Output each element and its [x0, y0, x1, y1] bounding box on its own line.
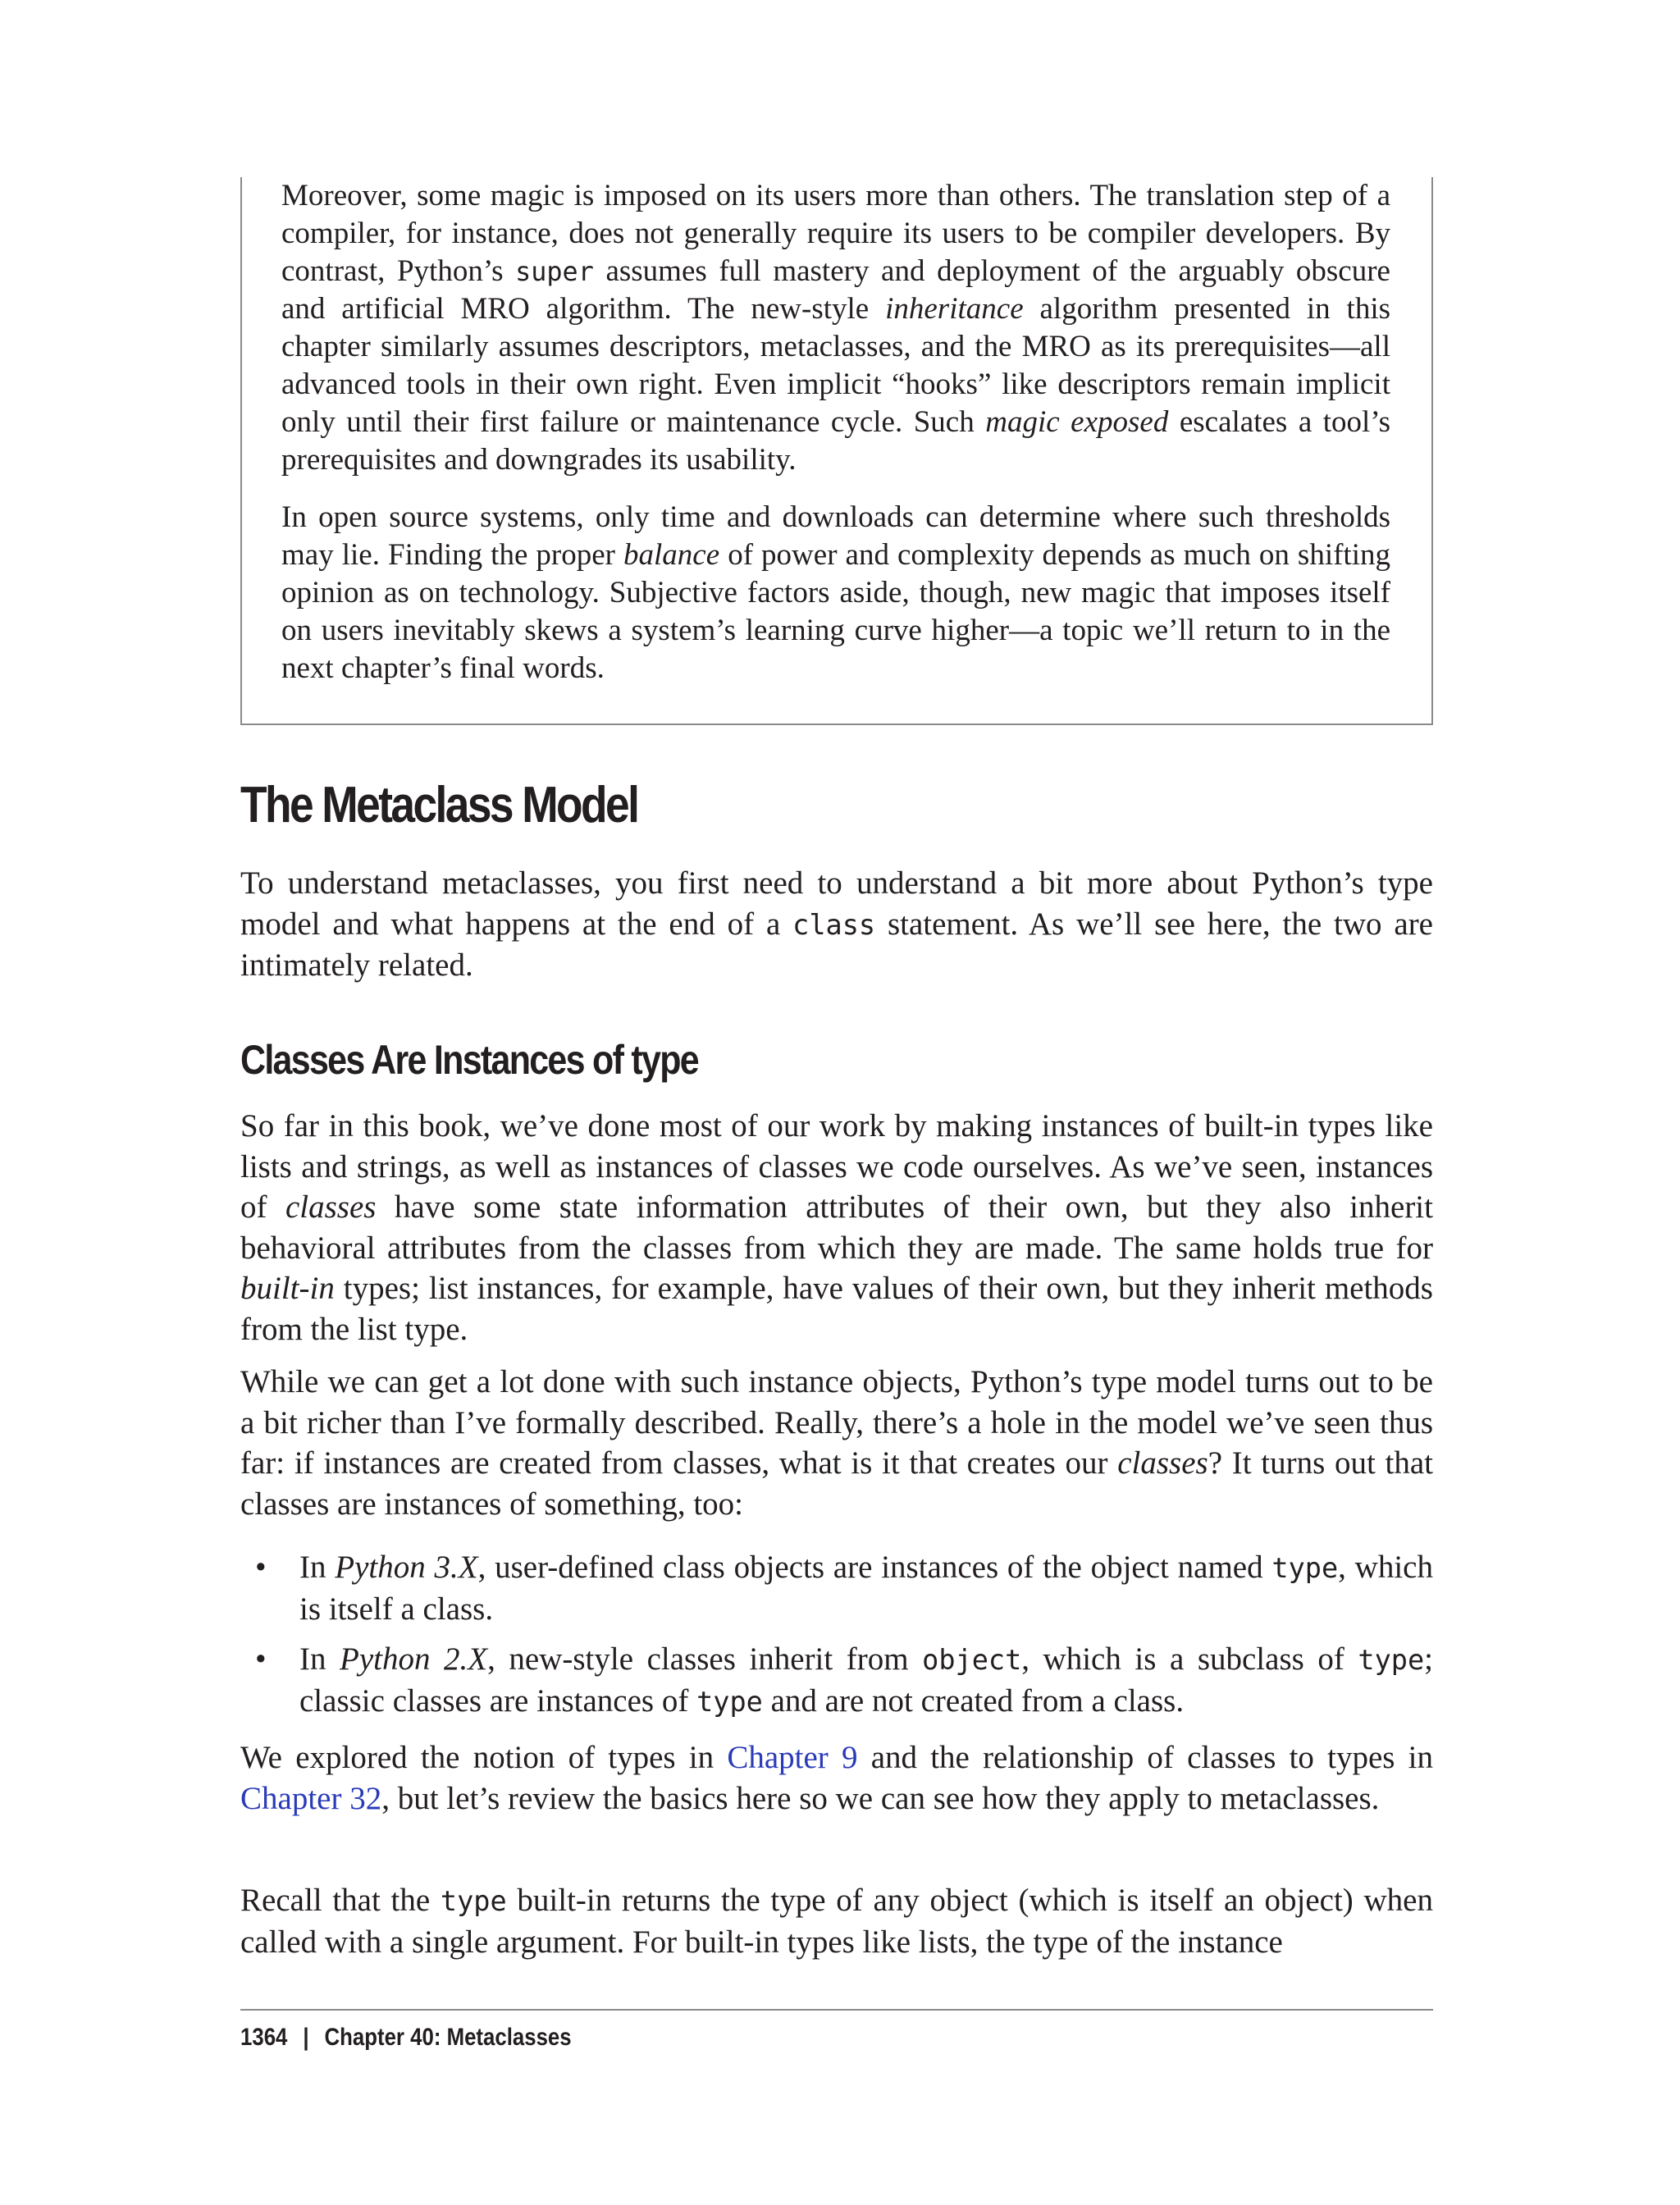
sidebar-box	[240, 177, 1433, 725]
emphasis-text: balance	[623, 538, 720, 572]
list-item	[240, 1547, 1433, 1629]
footer-chapter-title: Chapter 40: Metaclasses	[324, 2024, 572, 2051]
sidebar-text: algorithm presented in this chapter similarly assumes descriptors, metaclasses, and the MRO as its prerequisites—all advanced tools in their own right. Even implicit “hooks” like descriptors remain implicit only until their first failure or maintenance cycle. Such	[281, 292, 1390, 439]
body-text: Recall that the	[240, 1883, 441, 1918]
section-intro-paragraph	[240, 863, 1433, 986]
body-text: To understand metaclasses, you first need to understand a bit more about Python’s type model and what happens at the end of a	[240, 865, 1433, 942]
body-text: , which is itself a class.	[299, 1550, 1433, 1627]
body-paragraph-1	[240, 1106, 1433, 1349]
body-paragraph-2	[240, 1362, 1433, 1524]
body-text: built-in returns the type of any object (which is itself an object) when called with a single argument. For built-in types like lists, the type of the instance	[240, 1883, 1433, 1960]
chapter-9-link[interactable]: Chapter 9	[727, 1740, 858, 1775]
inline-code: object	[922, 1644, 1022, 1676]
body-text: , new-style classes inherit from	[487, 1641, 923, 1677]
emphasis-text: magic exposed	[985, 405, 1169, 439]
sidebar-paragraph-2	[281, 499, 1390, 687]
body-text: , user-defined class objects are instances of the object named	[477, 1550, 1272, 1585]
bullet-list	[240, 1547, 1433, 1722]
sidebar-text: Moreover, some magic is imposed on its users more than others. The translation step of a compiler, for instance, does not generally require its users to be compiler developers. By contrast, Python’s	[281, 179, 1390, 288]
body-text: We explored the notion of types in	[240, 1740, 728, 1775]
body-text: While we can get a lot done with such instance objects, Python’s type model turns out to be a bit richer than I’ve formally described. Really, there’s a hole in the model we’ve seen thus far: if instances are created from classes, what is it that creates our	[240, 1364, 1433, 1481]
footer-separator: |	[303, 2024, 309, 2051]
body-text: statement. As we’ll see here, the two are intimately related.	[240, 906, 1433, 983]
inline-code: type	[1358, 1644, 1425, 1676]
emphasis-text: classes	[1117, 1445, 1208, 1481]
inline-code: type	[1271, 1552, 1339, 1584]
sidebar-text: escalates a tool’s prerequisites and downgrades its usability.	[281, 405, 1391, 477]
emphasis-text: Python 2.X	[340, 1641, 488, 1677]
subsection-heading: Classes Are Instances of type	[240, 1037, 698, 1083]
chapter-32-link[interactable]: Chapter 32	[240, 1780, 382, 1816]
sidebar-paragraph-1	[281, 177, 1390, 479]
bullet-icon: •	[255, 1641, 267, 1677]
body-text: In	[299, 1550, 336, 1585]
inline-code: class	[792, 908, 876, 941]
body-text: ? It turns out that classes are instances of something, too:	[240, 1445, 1433, 1522]
body-paragraph-4	[240, 1880, 1433, 1962]
body-text: and the relationship of classes to types in	[857, 1740, 1433, 1775]
body-text: and are not created from a class.	[762, 1682, 1185, 1719]
inline-code: super	[515, 256, 594, 287]
page-footer	[240, 2021, 572, 2054]
body-paragraph-3	[240, 1737, 1433, 1819]
body-text: types; list instances, for example, have values of their own, but they inherit methods from the list type.	[240, 1271, 1433, 1347]
section-heading: The Metaclass Model	[240, 777, 638, 833]
body-text: , but let’s review the basics here so we can see how they apply to metaclasses.	[381, 1780, 1380, 1816]
emphasis-text: inheritance	[885, 292, 1024, 326]
body-text: So far in this book, we’ve done most of our work by making instances of built-in types like lists and strings, as well as instances of classes we code ourselves. As we’ve seen, instances of	[240, 1108, 1433, 1225]
body-text: have some state information attributes of their own, but they also inherit behavioral attributes from the classes from which they are made. The same holds true for	[240, 1189, 1433, 1266]
inline-code: type	[440, 1885, 507, 1917]
inline-code: type	[696, 1685, 763, 1718]
sidebar-text: assumes full mastery and deployment of the arguably obscure and artificial MRO algorithm. The new-style	[281, 254, 1390, 326]
footer-divider	[240, 2009, 1433, 2011]
emphasis-text: built-in	[240, 1271, 335, 1306]
list-item	[240, 1639, 1433, 1722]
emphasis-text: classes	[285, 1189, 377, 1225]
body-text: ; classic classes are instances of	[299, 1641, 1433, 1719]
emphasis-text: Python 3.X	[335, 1550, 478, 1585]
bullet-icon: •	[255, 1550, 267, 1585]
body-text: In	[299, 1641, 340, 1677]
body-text: , which is a subclass of	[1021, 1641, 1358, 1677]
sidebar-text: In open source systems, only time and downloads can determine where such thresholds may lie. Finding the proper	[281, 500, 1390, 572]
page-number: 1364	[240, 2024, 288, 2051]
sidebar-text: of power and complexity depends as much on shifting opinion as on technology. Subjective factors aside, though, new magic that imposes itself on users inevitably skews a system’s learning curve higher—a topic we’ll return to in the next chapter’s final words.	[281, 538, 1390, 685]
